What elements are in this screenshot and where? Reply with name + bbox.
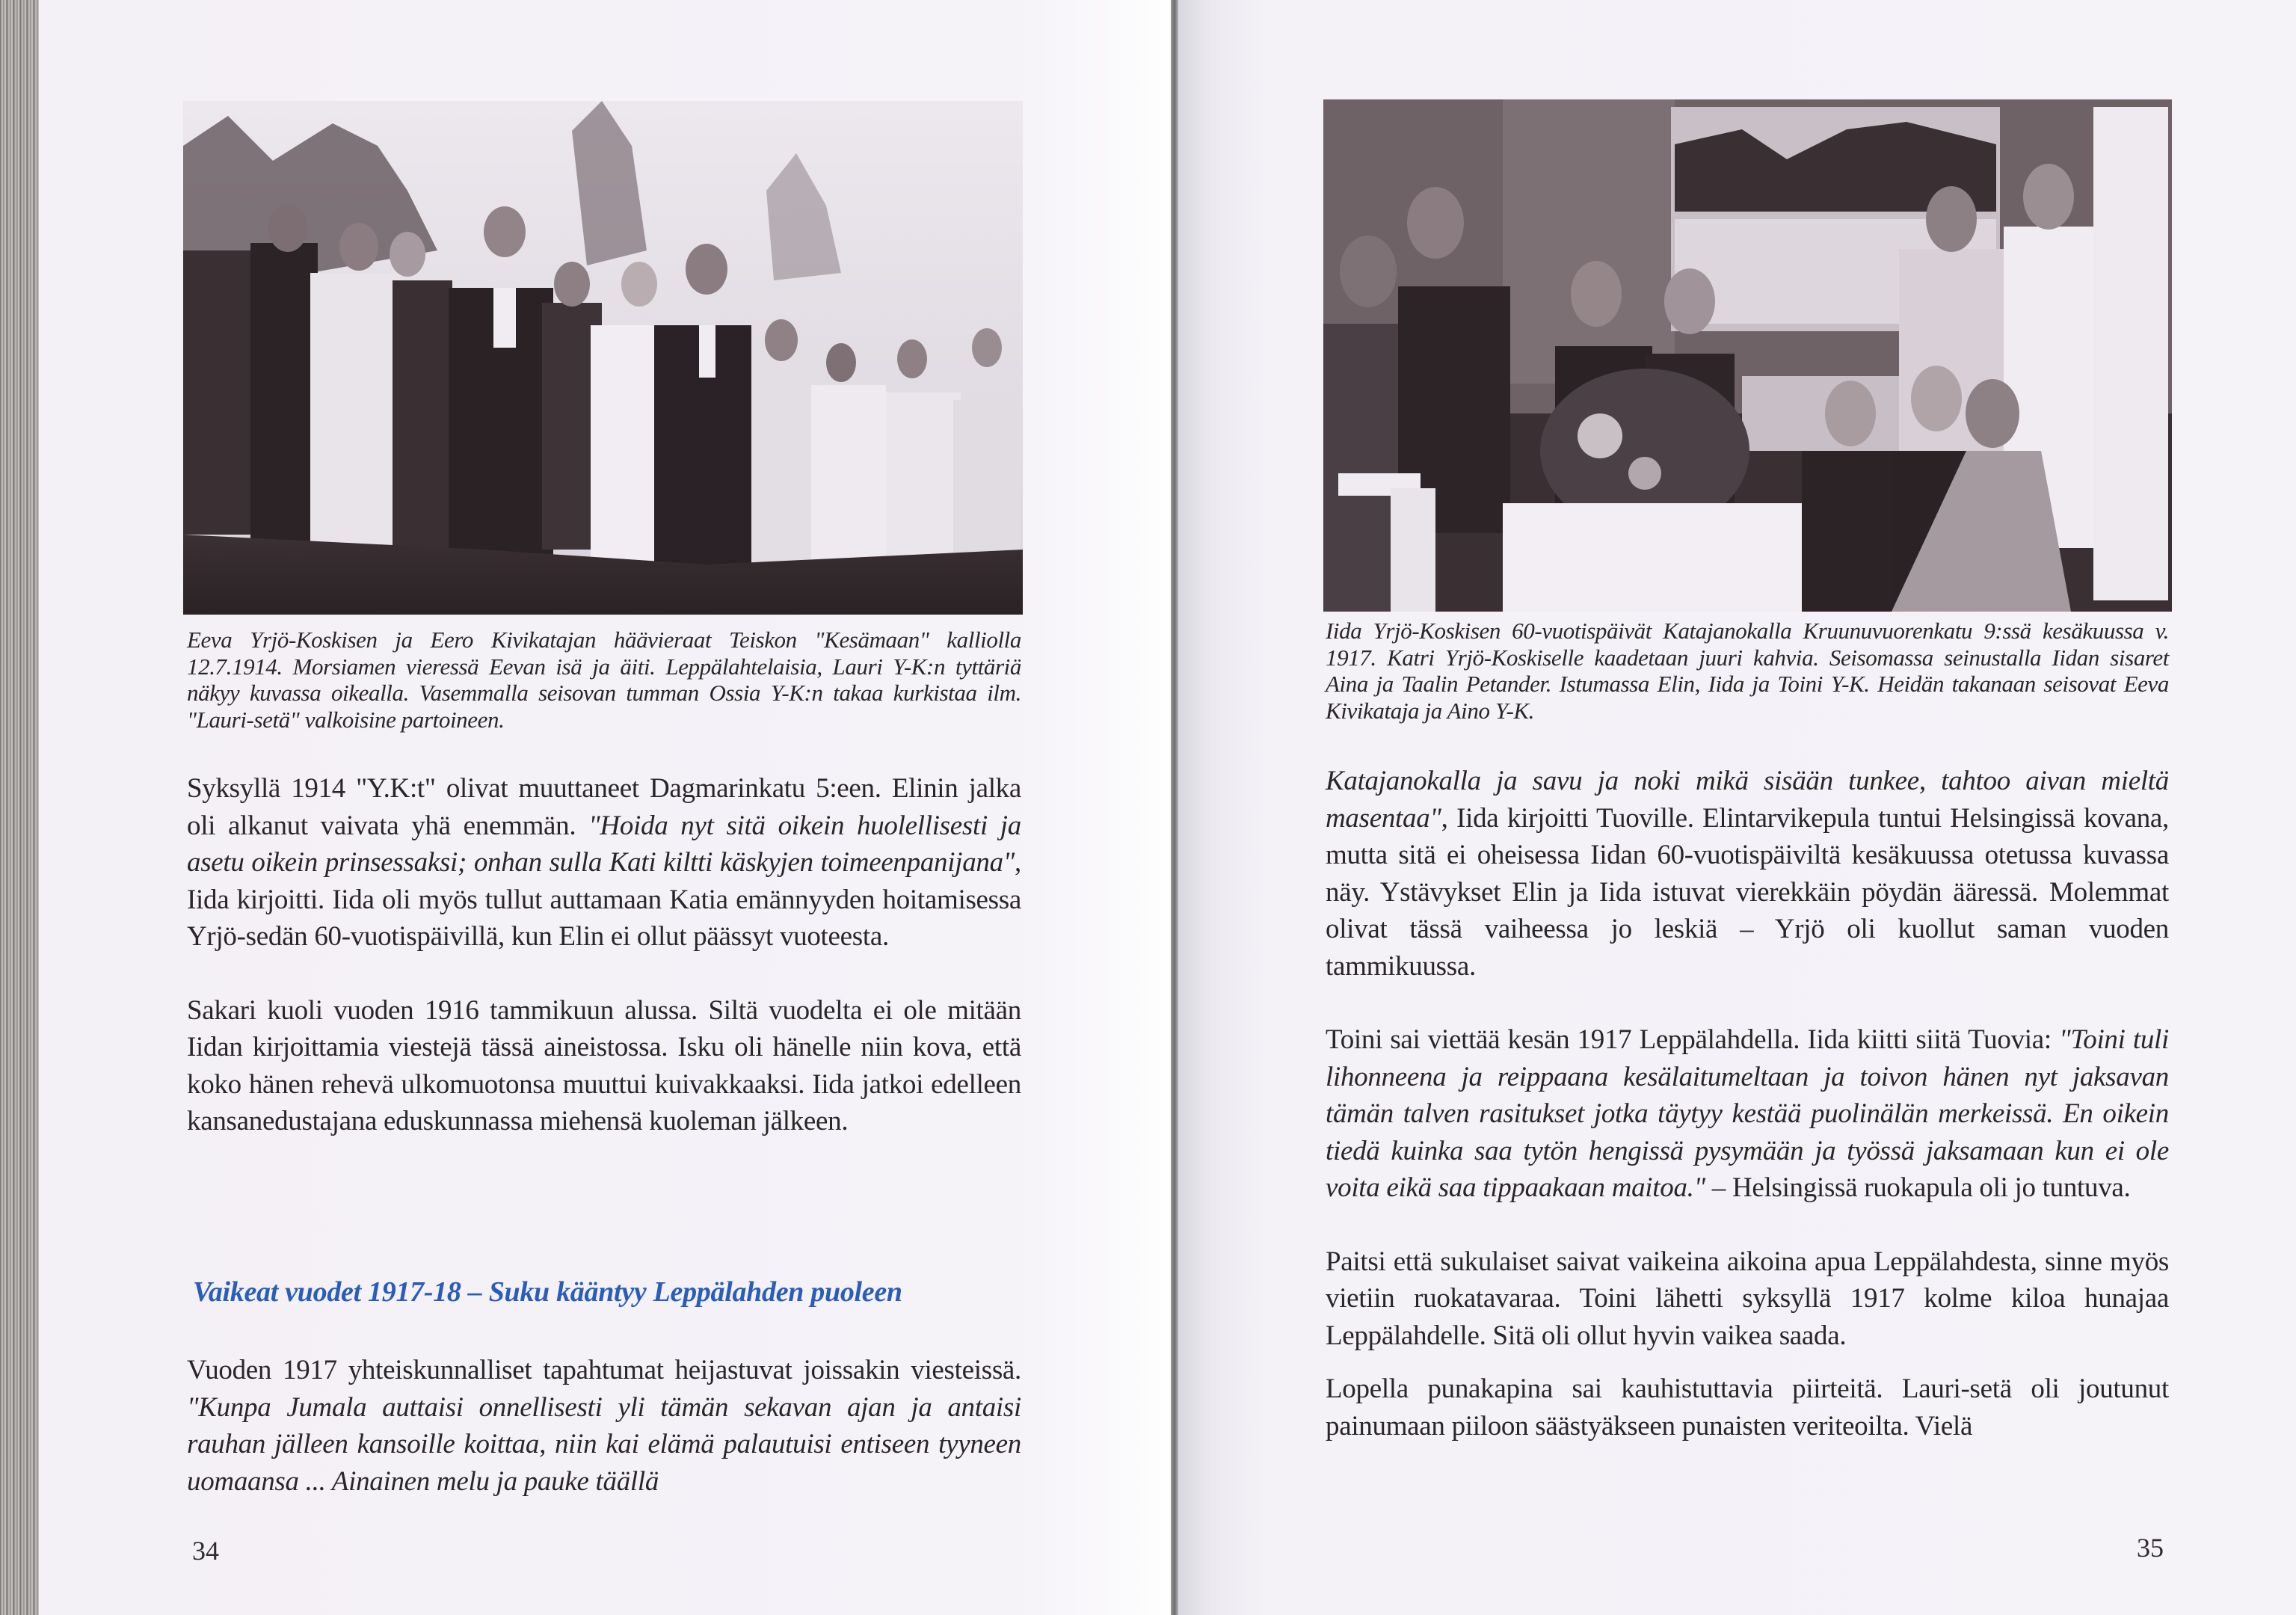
text-run: Lopella punakapina sai kauhistuttavia piirteitä. Lauri-setä oli joutunut painumaan piiloon säästyäkseen punaisten veriteoilta. Vielä [1326,1373,2169,1442]
quote-run: "Hoida nyt sitä oikein huolellisesti ja asetu oikein prinsessaksi; onhan sulla Kati kiltti käskyjen toimeenpanijana" [187,810,1021,878]
paragraph [187,1352,1021,1500]
book-spine [1171,0,1178,1615]
wedding-photo-image [183,101,1023,615]
quote-run: "Toini tuli lihonneena ja reippaana kesälaitumeltaan ja toivon hänen nyt jaksavan tämän talven rasitukset jotka täytyy kestää puolinälän merkeissä. En oikein tiedä kuinka saa tytön hengissä pysymään ja työssä jaksamaan kun ei ole voita eikä saa tippaakaan maitoa." [1326,1024,2170,1203]
text-run: Sakari kuoli vuoden 1916 tammikuun alussa. Siltä vuodelta ei ole mitään Iidan kirjoittamia viestejä tässä aineistossa. Isku oli hänelle niin kova, että koko hänen rehevä ulkomuotonsa muuttui kuivakkaaksi. Iida jatkoi edelleen kansanedustajana eduskunnassa miehensä kuoleman jälkeen. [187,994,1021,1136]
text-run: Vuoden 1917 yhteiskunnalliset tapahtumat heijastuvat joissakin viesteissä. [187,1355,1021,1385]
text-run: , Iida kirjoitti Tuoville. Elintarvikepula tuntui Helsingissä kovana, mutta sitä ei oheisessa Iidan 60-vuotispäiviltä kesäkuussa otetussa kuvassa näy. Ystävykset Elin ja Iida istuvat vierekkäin pöydän ääressä. Molemmat olivat tässä vaiheessa jo leskiä – Yrjö oli kuollut saman vuoden tammikuussa. [1326,802,2169,982]
paragraph [187,770,1021,956]
left-section-text [187,1352,1021,1536]
text-run: Syksyllä 1914 "Y.K:t" olivat muuttaneet Dagmarinkatu 5:een. Elinin jalka oli alkanut vaivata yhä enemmän. [187,773,1021,841]
text-run: , Iida kirjoitti. Iida oli myös tullut auttamaan Katia emännyyden hoitamisessa Yrjö-sedän 60-vuotispäivillä, kun Elin ei ollut päässyt vuoteesta. [187,847,1021,952]
birthday-party-photo [1323,99,2172,612]
section-heading: Vaikeat vuodet 1917-18 – Suku kääntyy Leppälahden puoleen [193,1276,902,1308]
paragraph [1326,1021,2169,1207]
paragraph [1326,1371,2169,1445]
wedding-group-photo [183,101,1023,615]
paragraph [187,992,1021,1140]
left-body-text [187,770,1021,1177]
party-photo-image [1323,99,2172,612]
paragraph [1326,1243,2169,1355]
page-number-left: 34 [192,1536,219,1566]
party-photo-caption: Iida Yrjö-Koskisen 60-vuotispäivät Katajanokalla Kruunuvuorenkatu 9:ssä kesäkuussa v. 1917. Katri Yrjö-Koskiselle kaadetaan juuri kahvia. Seisomassa seinustalla Iidan sisaret Aina ja Taalin Petander. Istumassa Elin, Iida ja Toini Y-K. Heidän takanaan seisovat Eeva Kivikataja ja Aino Y-K. [1326,618,2169,724]
quote-run: "Kunpa Jumala auttaisi onnellisesti yli tämän sekavan ajan ja antaisi rauhan jälleen kansoille koittaa, niin kai elämä palautuisi entiseen tyyneen uomaansa ... Ainainen melu ja pauke täällä [187,1391,1021,1497]
page-number-right: 35 [2137,1533,2164,1563]
quote-run: Katajanokalla ja savu ja noki mikä sisään tunkee, tahtoo aivan mieltä masentaa" [1326,766,2169,834]
paragraph [1326,763,2169,985]
left-page [39,0,1174,1615]
right-page [1178,0,2296,1615]
right-body-text [1326,763,2169,1481]
wedding-photo-caption: Eeva Yrjö-Koskisen ja Eero Kivikatajan häävieraat Teiskon "Kesämaan" kalliolla 12.7.1914. Morsiamen vieressä Eevan isä ja äiti. Leppälahtelaisia, Lauri Y-K:n tyttäriä näkyy kuvassa oikealla. Vasemmalla seisovan tumman Ossia Y-K:n takaa kurkistaa ilm. "Lauri-setä" valkoisine partoineen. [187,627,1021,733]
text-run: Paitsi että sukulaiset saivat vaikeina aikoina apua Leppälahdesta, sinne myös vietiin ruokatavaraa. Toini lähetti syksyllä 1917 kolme kiloa hunajaa Leppälahdelle. Sitä oli ollut hyvin vaikea saada. [1326,1246,2169,1351]
text-run: Toini sai viettää kesän 1917 Leppälahdella. Iida kiitti siitä Tuovia: [1326,1024,2060,1055]
book-page-edges [0,0,40,1615]
text-run: – Helsingissä ruokapula oli jo tuntuva. [1705,1172,2131,1203]
